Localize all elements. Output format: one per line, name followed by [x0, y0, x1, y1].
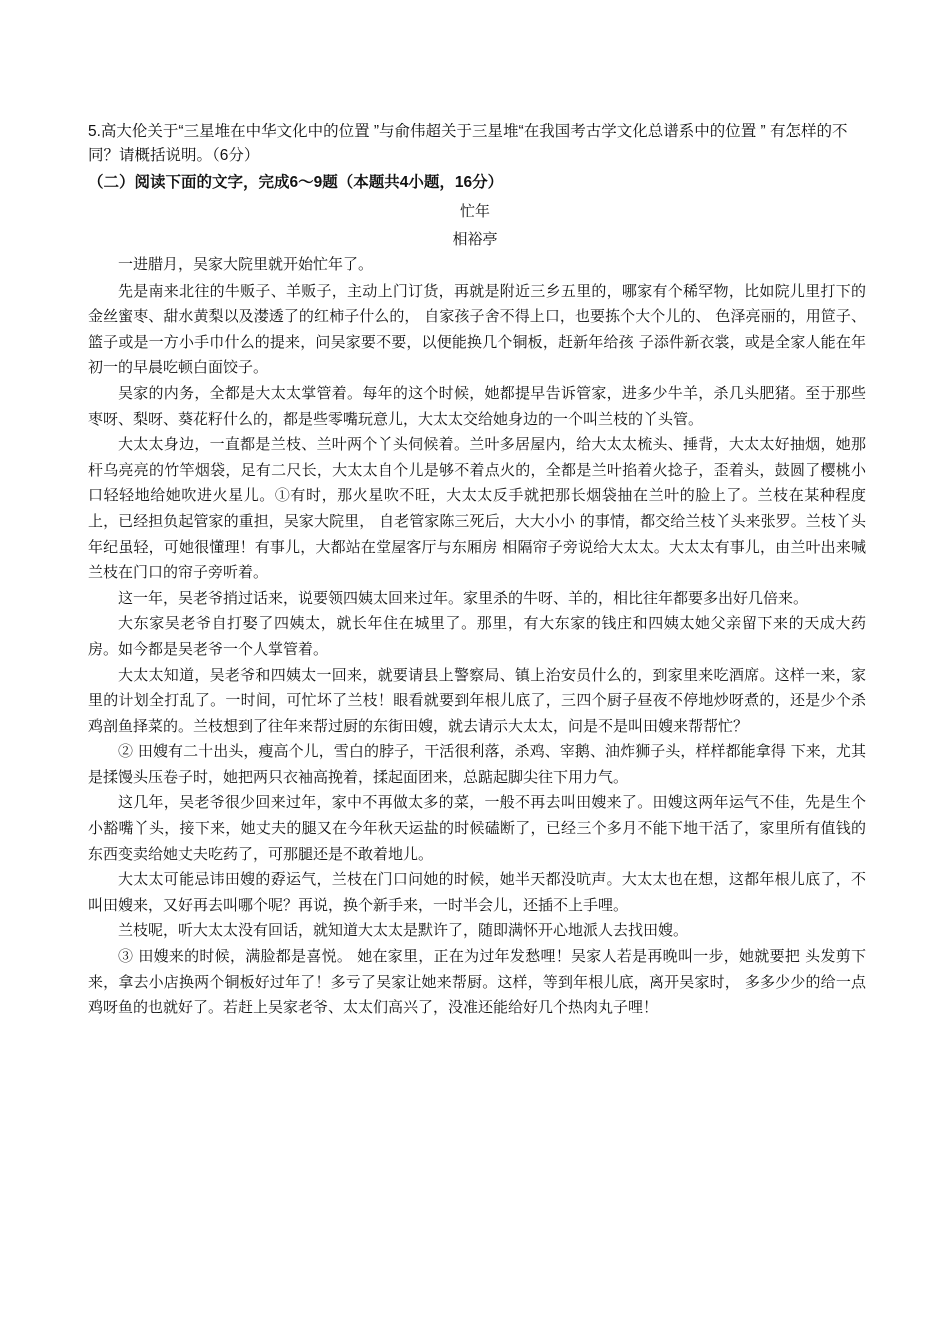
article-author: 相裕亭 — [452, 230, 498, 248]
paragraph: 大太太身边，一直都是兰枝、兰叶两个丫头伺候着。兰叶多居屋内，给大太太梳头、捶背，大太太好抽烟，她那杆乌亮亮的竹竿烟袋，足有二尺长，大太太自个儿是够不着点火的，全都是兰叶掐着火捻子，歪着头，鼓圆了樱桃小口轻轻地给她吹进火星儿。①有时，那火星吹不旺，大太太反手就把那长烟袋抽在兰叶的脸上了。兰枝在某种程度上，已经担负起管家的重担，吴家大院里， 自老管家陈三死后，大大小小 的事情，都交给兰枝丫头来张罗。兰枝丫头年纪虽轻，可她很懂理！有事儿，大都站在堂屋客厅与东厢房 相隔帘子旁说给大太太。大太太有事儿，由兰叶出来喊兰枝在门口的帘子旁听着。 — [88, 435, 866, 582]
article-title: 忙年 — [459, 202, 490, 220]
question-5: 5.高大伦关于“三星堆在中华文化中的位置 ”与俞伟超关于三星堆“在我国考古学文化总谱系中的位置 ” 有怎样的不同？请概括说明。（6分） — [88, 123, 848, 164]
paragraph: 大东家吴老爷自打娶了四姨太，就长年住在城里了。那里，有大东家的钱庄和四姨太她父亲留下来的天成大药房。如今都是吴老爷一个人掌管着。 — [88, 614, 866, 658]
paragraph: 一进腊月，吴家大院里就开始忙年了。 — [118, 255, 374, 273]
article-body — [88, 252, 866, 1021]
paragraph: 兰枝呢，听大太太没有回话，就知道大太太是默许了，随即满怀开心地派人去找田嫂。 — [118, 921, 689, 940]
paragraph: ③ 田嫂来的时候，满脸都是喜悦。 她在家里，正在为过年发愁哩！吴家人若是再晚叫一步，她就要把 头发剪下来，拿去小店换两个铜板好过年了！多亏了吴家让她来帮厨。这样，等到年根儿底，离开吴家时， 多多少少的给一点鸡呀鱼的也就好了。若赶上吴家老爷、太太们高兴了，没准还能给好几个热肉丸子哩！ — [88, 947, 866, 1017]
paragraph: 先是南来北往的牛贩子、羊贩子，主动上门订货，再就是附近三乡五里的，哪家有个稀罕物，比如院儿里打下的金丝蜜枣、甜水黄梨以及漤透了的红柿子什么的， 自家孩子舍不得上口，也要拣个大个儿的、 色泽亮丽的，用笸子、篮子或是一方小手巾什么的提来，问吴家要不要，以便能换几个铜板，赶新年给孩 子添件新衣裳，或是全家人能在年初一的早晨吃顿白面饺子。 — [88, 281, 866, 377]
paragraph: 这几年，吴老爷很少回来过年，家中不再做太多的菜，一般不再去叫田嫂来了。田嫂这两年运气不佳，先是生个小豁嘴丫头，接下来，她丈夫的腿又在今年秋天运盐的时候磕断了，已经三个多月不能下地干活了，家里所有值钱的东西变卖给她丈夫吃药了，可那腿还是不敢着地儿。 — [88, 793, 866, 863]
paragraph: ② 田嫂有二十出头，瘦高个儿，雪白的脖子，干活很利落，杀鸡、宰鹅、油炸狮子头，样样都能拿得 下来，尤其是揉馒头压卷子时，她把两只衣袖高挽着，揉起面团来，总踮起脚尖往下用力气。 — [88, 742, 866, 786]
paragraph: 这一年，吴老爷捎过话来，说要领四姨太回来过年。家里杀的牛呀、羊的，相比往年都要多出好几倍来。 — [118, 588, 809, 607]
paragraph: 吴家的内务，全都是大太太掌管着。每年的这个时候，她都提早告诉管家，进多少牛羊，杀几头肥猪。至于那些枣呀、梨呀、葵花籽什么的，都是些零嘴玩意儿，大太太交给她身边的一个叫兰枝的丫头管。 — [88, 383, 866, 428]
section-heading: （二）阅读下面的文字，完成6～9题（本题共4小题，16分） — [88, 174, 504, 191]
paragraph: 大太太可能忌讳田嫂的孬运气，兰枝在门口问她的时候，她半天都没吭声。大太太也在想，这都年根儿底了，不叫田嫂来，又好再去叫哪个呢？再说，换个新手来，一时半会儿，还插不上手哩。 — [88, 870, 866, 914]
paragraph: 大太太知道，吴老爷和四姨太一回来，就要请县上警察局、镇上治安员什么的，到家里来吃酒席。这样一来，家里的计划全打乱了。一时间，可忙坏了兰枝！眼看就要到年根儿底了，三四个厨子昼夜不停地炒呀煮的，还是少个杀鸡剖鱼择菜的。兰枝想到了往年来帮过厨的东街田嫂，就去请示大太太，问是不是叫田嫂来帮帮忙？ — [88, 665, 866, 735]
